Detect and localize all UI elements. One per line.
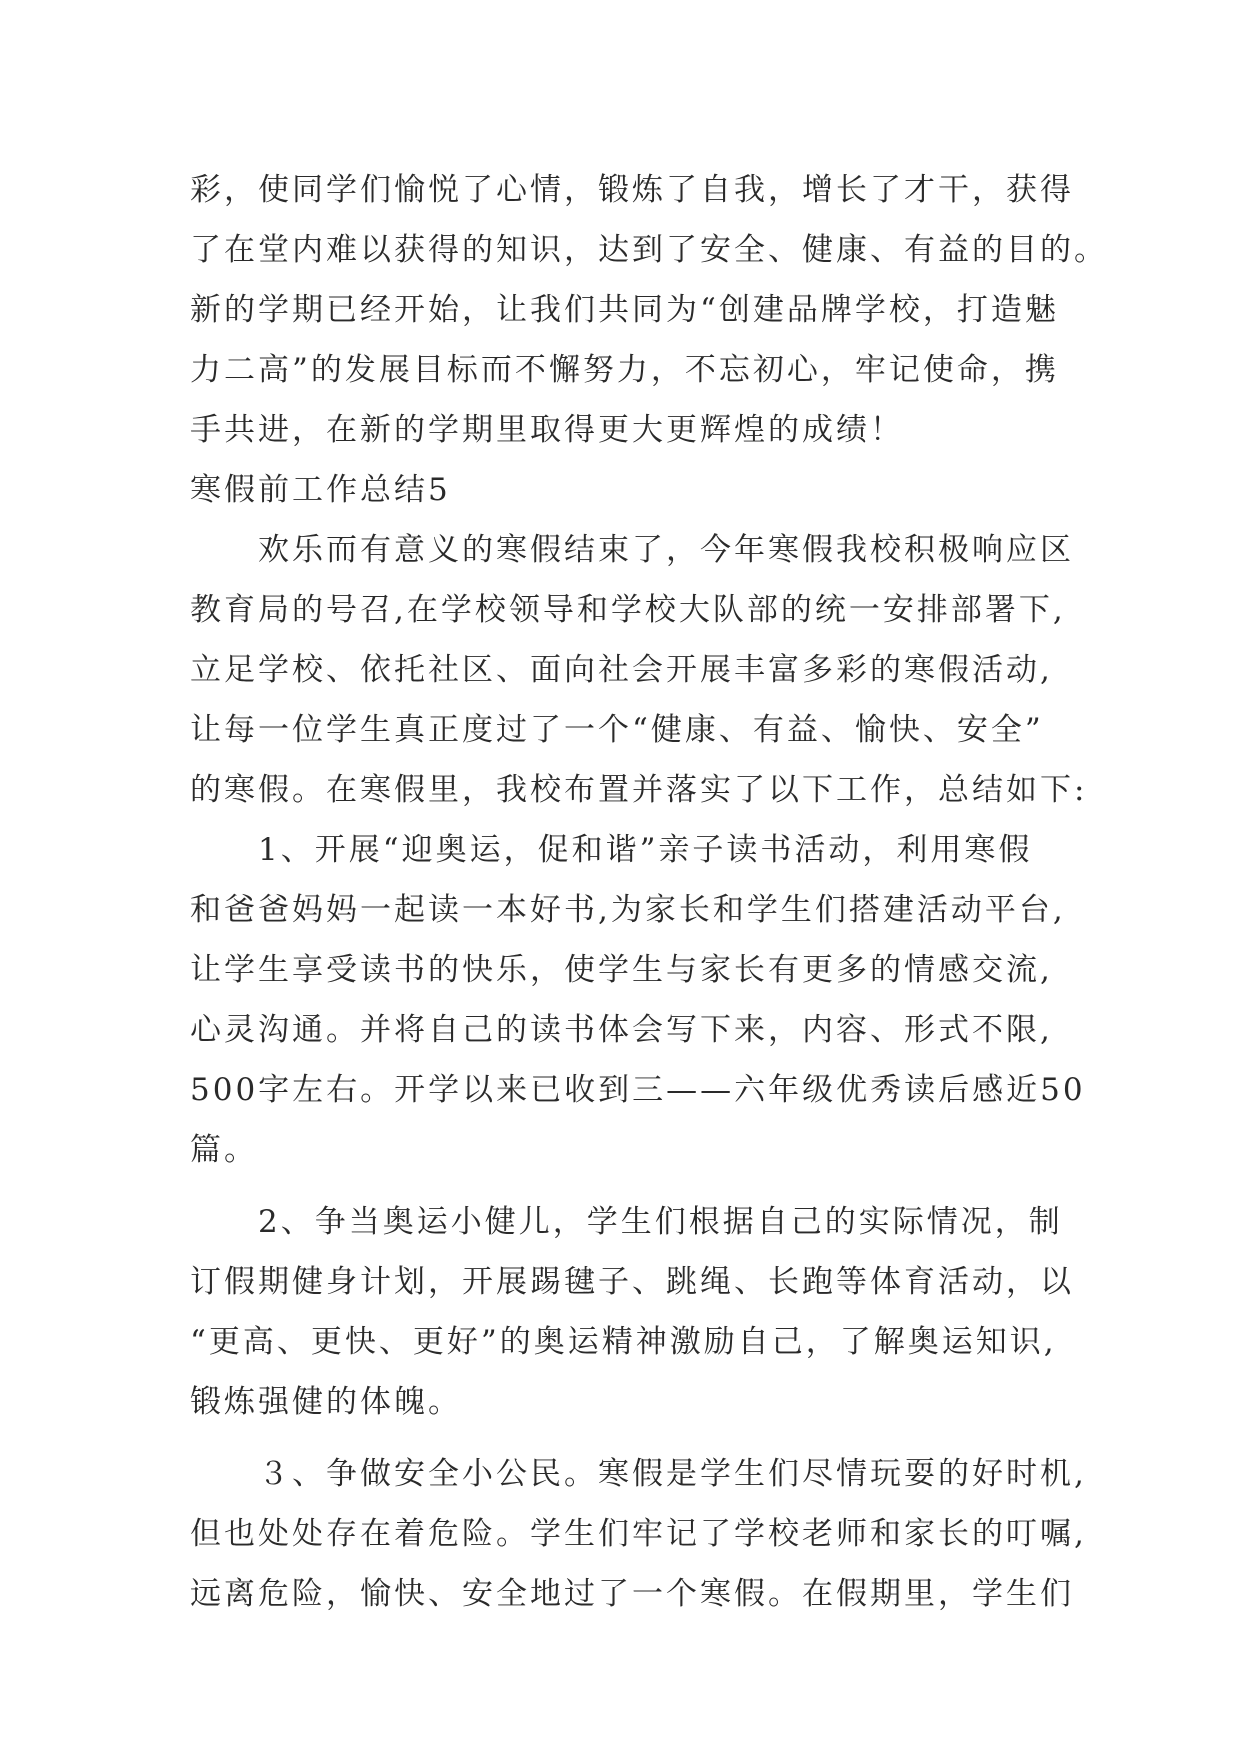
document-body (190, 160, 1108, 1624)
paragraph-spacer (190, 1180, 1060, 1192)
item-1-paragraph (190, 820, 1086, 1180)
text-line: 篇。 (190, 1132, 258, 1168)
text-line: 远离危险，愉快、安全地过了一个寒假。在假期里，学生们 (190, 1576, 1074, 1612)
text-line: 和爸爸妈妈一起读一本好书,为家长和学生们搭建活动平台, (190, 892, 1066, 928)
text-line: 彩，使同学们愉悦了心情，锻炼了自我，增长了才干，获得 (190, 172, 1074, 208)
text-line: 立足学校、依托社区、面向社会开展丰富多彩的寒假活动, (190, 652, 1053, 688)
text-line: 让每一位学生真正度过了一个“健康、有益、愉快、安全” (190, 712, 1044, 748)
text-line: 教育局的号召,在学校领导和学校大队部的统一安排部署下, (190, 592, 1066, 628)
text-line: 但也处处存在着危险。学生们牢记了学校老师和家长的叮嘱, (190, 1516, 1087, 1552)
text-line: 500字左右。开学以来已收到三——六年级优秀读后感近50 (190, 1072, 1086, 1108)
text-line: ３、争做安全小公民。寒假是学生们尽情玩耍的好时机, (190, 1456, 1087, 1492)
text-line: 1、开展“迎奥运，促和谐”亲子读书活动，利用寒假 (190, 832, 1033, 868)
text-line: 力二高”的发展目标而不懈努力，不忘初心，牢记使命，携 (190, 352, 1059, 388)
text-line: 的寒假。在寒假里，我校布置并落实了以下工作，总结如下: (190, 772, 1088, 808)
text-line: 心灵沟通。并将自己的读书体会写下来，内容、形式不限, (190, 1012, 1053, 1048)
text-line: 让学生享受读书的快乐，使学生与家长有更多的情感交流, (190, 952, 1053, 988)
text-line: “更高、更快、更好”的奥运精神激励自己，了解奥运知识, (190, 1324, 1057, 1360)
continued-paragraph (190, 160, 1108, 460)
intro-paragraph (190, 520, 1088, 820)
item-3-paragraph (190, 1444, 1087, 1624)
text-line: 订假期健身计划，开展踢毽子、跳绳、长跑等体育活动，以 (190, 1264, 1074, 1300)
text-line: 2、争当奥运小健儿，学生们根据自己的实际情况，制 (190, 1204, 1063, 1240)
text-line: 锻炼强健的体魄。 (190, 1384, 462, 1420)
item-2-paragraph (190, 1192, 1074, 1432)
paragraph-spacer (190, 1432, 1060, 1444)
text-line: 新的学期已经开始，让我们共同为“创建品牌学校，打造魅 (190, 292, 1059, 328)
text-line: 手共进，在新的学期里取得更大更辉煌的成绩！ (190, 412, 904, 448)
text-line: 欢乐而有意义的寒假结束了，今年寒假我校积极响应区 (190, 532, 1074, 568)
text-line: 了在堂内难以获得的知识，达到了安全、健康、有益的目的。 (190, 232, 1108, 268)
section-title: 寒假前工作总结5 (190, 472, 451, 508)
